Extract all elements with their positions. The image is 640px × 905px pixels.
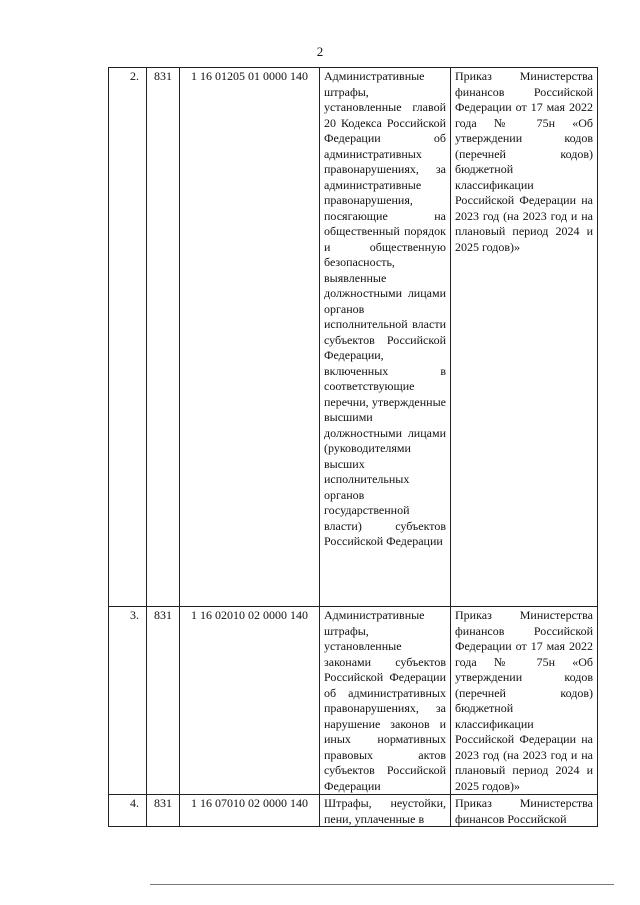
legal-basis [451, 607, 598, 795]
row-number: 2. [109, 68, 147, 607]
revenue-name [320, 607, 451, 795]
page-number: 2 [316, 44, 324, 59]
administrator-code: 831 [147, 68, 180, 607]
budget-classification-code: 1 16 07010 02 0000 140 [180, 795, 320, 827]
revenue-name-text: Административные штрафы, установленные главой 20 Кодекса Российской Федерации об административных правонарушениях, за административные правонарушения, посягающие на общественный порядок и общественную безопасность, выявленные должностными лицами органов исполнительной власти субъектов Российской Федерации, включенных в соответствующие перечни, утвержденные высшими должностными лицами (руководителями высших исполнительных органов государственной власти) субъектов Российской Федерации [324, 69, 446, 548]
legal-basis [451, 68, 598, 607]
revenue-name-text: Штрафы, неустойки, пени, уплаченные в [324, 796, 446, 826]
footer-divider [150, 884, 614, 885]
revenue-name-text: Административные штрафы, установленные законами субъектов Российской Федерации об административных правонарушениях, за нарушение законов и иных нормативных правовых актов субъектов Российской Федерации [324, 608, 446, 793]
legal-basis-text: Приказ Министерства финансов Российской Федерации от 17 мая 2022 года № 75н «Об утверждении кодов (перечней кодов) бюджетной классификации Российской Федерации на 2023 год (на 2023 год и на плановый период 2024 и 2025 годов)» [455, 69, 593, 254]
table-row [109, 607, 598, 795]
budget-classification-code: 1 16 01205 01 0000 140 [180, 68, 320, 607]
administrator-code: 831 [147, 607, 180, 795]
table-row [109, 68, 598, 607]
legal-basis [451, 795, 598, 827]
budget-codes-table [108, 67, 598, 827]
row-number: 3. [109, 607, 147, 795]
legal-basis-text: Приказ Министерства финансов Российской [455, 796, 593, 826]
revenue-name [320, 795, 451, 827]
administrator-code: 831 [147, 795, 180, 827]
revenue-name [320, 68, 451, 607]
budget-classification-code: 1 16 02010 02 0000 140 [180, 607, 320, 795]
legal-basis-text: Приказ Министерства финансов Российской Федерации от 17 мая 2022 года № 75н «Об утверждении кодов (перечней кодов) бюджетной классификации Российской Федерации на 2023 год (на 2023 год и на плановый период 2024 и 2025 годов)» [455, 608, 593, 793]
table-row [109, 795, 598, 827]
row-number: 4. [109, 795, 147, 827]
